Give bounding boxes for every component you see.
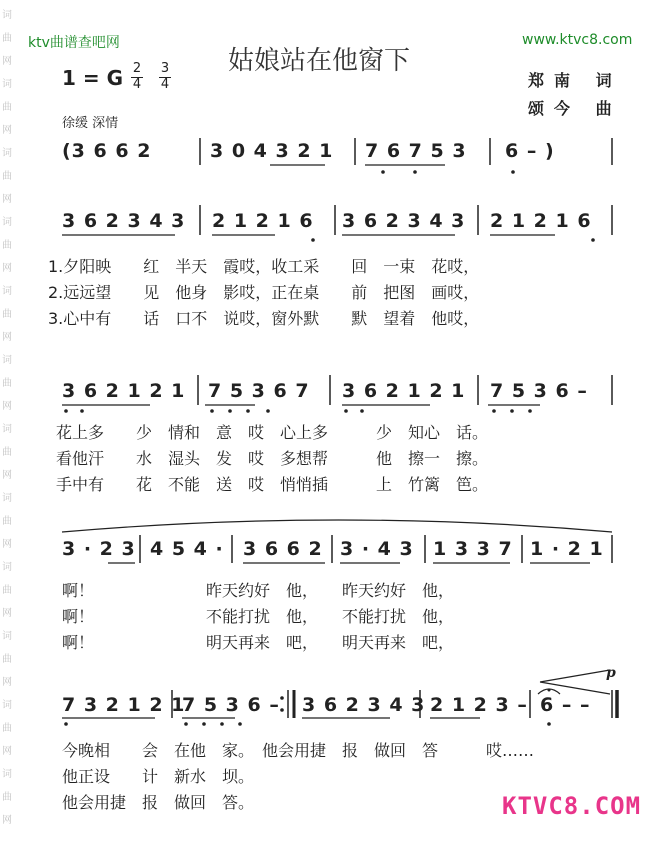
time-sig-1-denominator: 4 (132, 77, 142, 92)
margin-watermark-char: 曲 (2, 309, 12, 320)
margin-watermark-char: 曲 (2, 171, 12, 182)
margin-watermark-char: 网 (2, 401, 12, 412)
margin-watermark-char: 词 (2, 355, 12, 366)
margin-watermark-char: 网 (2, 608, 12, 619)
margin-watermark-char: 网 (2, 746, 12, 757)
margin-watermark-char: 词 (2, 562, 12, 573)
system-4-measure-2: 4 5 4 · (150, 538, 224, 560)
margin-watermark-char: 曲 (2, 516, 12, 527)
key-signature: 1 = G (62, 66, 124, 90)
system-5-measure-3: 3 6 2 3 4 3 (302, 694, 426, 716)
dynamic-marking: p (606, 665, 616, 681)
system-5-lyric-verse-2: 他正设 计 新水 坝。 (62, 767, 255, 786)
margin-watermark-char: 词 (2, 493, 12, 504)
margin-watermark-char: 网 (2, 677, 12, 688)
time-sig-1-numerator: 2 (132, 61, 142, 76)
margin-watermark-char: 网 (2, 815, 12, 826)
margin-watermark-char: 网 (2, 539, 12, 550)
margin-watermark-char: 词 (2, 631, 12, 642)
system-3-lyric-verse-1: 花上多 少 情和 意 哎 心上多 少 知心 话。 (56, 423, 489, 442)
margin-watermark-char: 网 (2, 125, 12, 136)
system-5-lyric-verse-1: 今晚相 会 在他 家。 他会用捷 报 做回 答 哎…… (62, 741, 535, 760)
system-4-measure-6: 1 · 2 1 (530, 538, 604, 560)
margin-watermark-char: 网 (2, 332, 12, 343)
margin-watermark-char: 曲 (2, 723, 12, 734)
margin-watermark-char: 曲 (2, 378, 12, 389)
margin-watermark-char: 词 (2, 286, 12, 297)
system-3-measure-1: 3 6 2 1 2 1 (62, 380, 186, 402)
margin-watermark-char: 网 (2, 470, 12, 481)
system-3-measure-2: 7 5 3 6 7 (208, 380, 310, 402)
system-1-measure-2: 3 0 4 3 2 1 (210, 140, 334, 162)
margin-watermark-char: 网 (2, 263, 12, 274)
margin-watermark-char: 网 (2, 56, 12, 67)
margin-watermark-char: 词 (2, 769, 12, 780)
margin-watermark-char: 曲 (2, 654, 12, 665)
system-4-measure-1: 3 · 2 3 (62, 538, 136, 560)
system-5-measure-1: 7 3 2 1 2 1 (62, 694, 186, 716)
system-3-measure-4: 7 5 3 6 – (490, 380, 588, 402)
margin-watermark-char: 词 (2, 700, 12, 711)
system-2-measure-1: 3 6 2 3 4 3 (62, 210, 186, 232)
system-2-measure-2: 2 1 2 1 6 (212, 210, 314, 232)
system-5-measure-5: 6 – – (540, 694, 591, 716)
system-5-measure-4: 2 1 2 3 – (430, 694, 528, 716)
system-2-lyric-verse-1: 1.夕阳映 红 半天 霞哎，收工采 回 一束 花哎， (48, 257, 480, 276)
system-1-measure-1: (3 6 6 2 (62, 140, 152, 162)
margin-watermark-char: 词 (2, 148, 12, 159)
margin-watermark-char: 词 (2, 217, 12, 228)
margin-watermark-char: 曲 (2, 102, 12, 113)
system-4-measure-4: 3 · 4 3 (340, 538, 414, 560)
system-5-measure-2: 7 5 3 6 – (182, 694, 280, 716)
system-4-lyric-verse-2: 啊！ 不能打扰 他， 不能打扰 他， (62, 607, 455, 626)
system-1-measure-3: 7 6 7 5 3 (365, 140, 467, 162)
margin-watermark-char: 曲 (2, 585, 12, 596)
margin-watermark-char: 网 (2, 194, 12, 205)
system-1-measure-4: 6 – ) (505, 140, 555, 162)
system-2-lyric-verse-2: 2.远远望 见 他身 影哎，正在桌 前 把图 画哎， (48, 283, 480, 302)
composer-credit: 颂今 曲 (528, 99, 622, 118)
margin-watermark-char: 曲 (2, 792, 12, 803)
margin-watermark-char: 词 (2, 79, 12, 90)
system-4-measure-5: 1 3 3 7 (433, 538, 513, 560)
site-url-right: www.ktvc8.com (522, 32, 633, 48)
margin-watermark-char: 曲 (2, 447, 12, 458)
margin-watermark-char: 词 (2, 10, 12, 21)
tempo-marking: 徐缓 深情 (62, 116, 119, 131)
song-title: 姑娘站在他窗下 (228, 46, 411, 76)
time-sig-2-numerator: 3 (160, 61, 170, 76)
lyricist-credit: 郑南 词 (528, 71, 622, 90)
system-3-lyric-verse-3: 手中有 花 不能 送 哎 悄悄插 上 竹篱 笆。 (56, 475, 489, 494)
system-3-measure-3: 3 6 2 1 2 1 (342, 380, 466, 402)
site-name-left: ktv曲谱查吧网 (28, 35, 120, 51)
system-4-measure-3: 3 6 6 2 (243, 538, 323, 560)
margin-watermark-char: 曲 (2, 33, 12, 44)
system-5-lyric-verse-3: 他会用捷 报 做回 答。 (62, 793, 255, 812)
margin-watermark-char: 曲 (2, 240, 12, 251)
system-3-lyric-verse-2: 看他汗 水 湿头 发 哎 多想帮 他 擦一 擦。 (56, 449, 489, 468)
system-4-lyric-verse-3: 啊！ 明天再来 吧， 明天再来 吧， (62, 633, 455, 652)
system-2-measure-4: 2 1 2 1 6 (490, 210, 592, 232)
footer-logo: KTVC8.COM (502, 792, 642, 820)
system-4-lyric-verse-1: 啊！ 昨天约好 他， 昨天约好 他， (62, 581, 455, 600)
system-2-measure-3: 3 6 2 3 4 3 (342, 210, 466, 232)
system-2-lyric-verse-3: 3.心中有 话 口不 说哎，窗外默 默 望着 他哎， (48, 309, 480, 328)
time-sig-2-denominator: 4 (160, 77, 170, 92)
margin-watermark-char: 词 (2, 424, 12, 435)
